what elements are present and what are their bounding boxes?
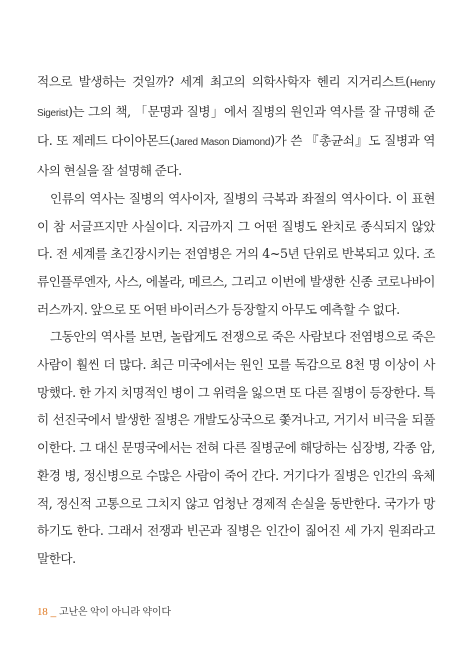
running-title: 고난은 악이 아니라 약이다	[58, 607, 171, 618]
paragraph-3: 그동안의 역사를 보면, 놀랍게도 전쟁으로 죽은 사람보다 전염병으로 죽은 사람이 훨씬 더 많다. 최근 미국에서는 원인 모를 독감으로 8천 명 이상이 사망했다. 한 가지 치명적인 병이 그 위력을 잃으면 또 다른 질병이 등장한다. 특히 선진국에서 발생한 질병은 개발도상국으로 쫓겨나고, 거기서 비극을 되풀이한다. 그 대신 문명국에서는 전혀 다른 질병군에 해당하는 심장병, 각종 암, 환경 병, 정신병으로 수많은 사람이 죽어 간다. 거기다가 질병은 인간의 육체적, 정신적 고통으로 그치지 않고 엄청난 경제적 손실을 동반한다. 국가가 망하기도 한다. 그래서 전쟁과 빈곤과 질병은 인간이 짊어진 세 가지 원죄라고 말한다.	[37, 329, 435, 566]
author-name-latin-sigerist: Henry Sigerist	[37, 78, 435, 119]
page-body	[37, 68, 435, 573]
paragraph-2: 인류의 역사는 질병의 역사이자, 질병의 극복과 좌절의 역사이다. 이 표현이 참 서글프지만 사실이다. 지금까지 그 어떤 질병도 완치로 종식되지 않았다. 전 세계를 초긴장시키는 전염병은 거의 4~5년 단위로 반복되고 있다. 조류인플루엔자, 사스, 에볼라, 메르스, 그리고 이번에 발생한 신종 코로나바이러스까지. 앞으로 또 어떤 바이러스가 등장할지 아무도 예측할 수 없다.	[37, 190, 435, 317]
paragraph-1-text-a: 적으로 발생하는 것일까? 세계 최고의 의학사학자 헨리 지거리스트(	[37, 74, 410, 89]
paragraph-1	[37, 68, 435, 185]
author-name-latin-diamond: Jared Mason Diamond	[174, 137, 271, 149]
footer-separator: _	[50, 607, 56, 618]
paragraph-1-text-b: )는 그의 책, 「문명과 질병」에서 질병의 원인과 역사를 잘 규명해 준다. 또 제레드 다이아몬드(	[37, 103, 435, 149]
paragraph-1-text-c: )가 쓴 『총균쇠』도 질병과 역사의 현실을 잘 설명해 준다.	[37, 133, 435, 179]
page-number: 18	[37, 606, 48, 618]
page-footer	[37, 603, 171, 618]
